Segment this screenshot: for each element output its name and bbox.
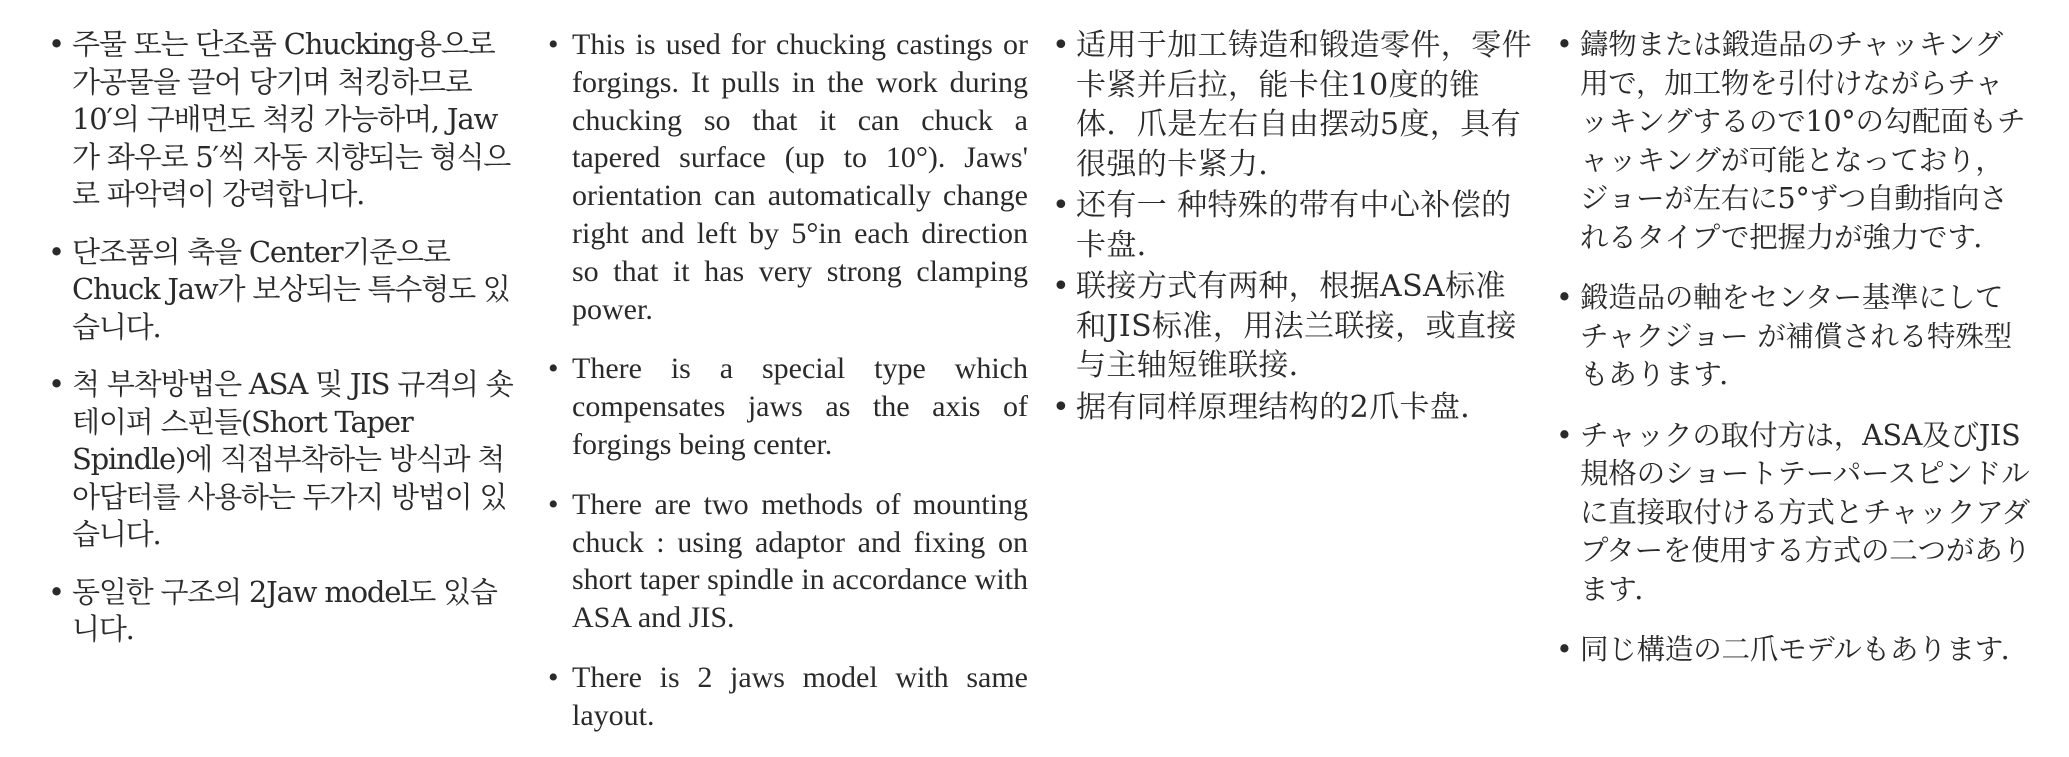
chinese-column	[1052, 26, 1532, 429]
chinese-item-casting-chucking: • 适用于加工铸造和锻造零件，零件卡紧并后拉，能卡住10度的锥体．爪是左右自由摆动5度，具有很强的卡紧力．	[1052, 26, 1532, 184]
japanese-column	[1556, 26, 2031, 692]
chinese-item-2jaw-model: • 据有同样原理结构的2爪卡盘．	[1052, 388, 1532, 428]
korean-item-special-type: • 단조품의 축을 Center기준으로 Chuck Jaw가 보상되는 특수형도 있습니다.	[48, 234, 518, 347]
korean-item-2jaw-model: • 동일한 구조의 2Jaw model도 있습니다.	[48, 574, 518, 649]
english-item-2jaw-model: • There is 2 jaws model with same layout.	[548, 659, 1028, 735]
chinese-item-special-type: • 还有一 种特殊的带有中心补偿的卡盘．	[1052, 186, 1532, 265]
korean-item-mounting-methods: • 척 부착방법은 ASA 및 JIS 규격의 숏 테이퍼 스핀들(Short Taper Spindle)에 직접부착하는 방식과 척 아답터를 사용하는 두가지 방법이 있습니다.	[48, 366, 518, 554]
korean-column	[48, 26, 518, 669]
english-item-special-type: • There is a special type which compensates jaws as the axis of forgings being center.	[548, 350, 1028, 463]
chinese-bullet-list	[1052, 26, 1532, 427]
english-item-mounting-methods: • There are two methods of mounting chuck : using adaptor and fixing on short taper spindle in accordance with ASA and JIS.	[548, 486, 1028, 637]
chinese-item-mounting-methods: • 联接方式有两种，根据ASA标准和JIS标准，用法兰联接，或直接与主轴短锥联接．	[1052, 267, 1532, 386]
japanese-bullet-list	[1556, 26, 2031, 670]
japanese-item-2jaw-model: • 同じ構造の二爪モデルもあります．	[1556, 631, 2031, 670]
japanese-item-mounting-methods: • チャックの取付方は，ASA及びJIS規格のショートテーパースピンドルに直接取付ける方式とチャックアダプターを使用する方式の二つがあります．	[1556, 417, 2031, 610]
english-column	[548, 26, 1028, 757]
japanese-item-special-type: • 鍛造品の軸をセンター基準にしてチャクジョー が補償される特殊型もあります．	[1556, 279, 2031, 395]
korean-item-casting-chucking: • 주물 또는 단조품 Chucking용으로 가공물을 끌어 당기며 척킹하므로 10′의 구배면도 척킹 가능하며, Jaw가 좌우로 5′씩 자동 지향되는 형식으로 파악력이 강력합니다.	[48, 26, 518, 214]
english-bullet-list	[548, 26, 1028, 735]
english-item-casting-chucking: • This is used for chucking castings or forgings. It pulls in the work during chucking so that it can chuck a tapered surface (up to 10°). Jaws' orientation can automatically change right and left by 5°in each direction so that it has very strong clamping power.	[548, 26, 1028, 328]
japanese-item-casting-chucking: • 鑄物または鍛造品のチャッキング用で，加工物を引付けながらチャッキングするので10°の勾配面もチャッキングが可能となっており，ジョーが左右に5°ずつ自動指向されるタイプで把握力が強力です．	[1556, 26, 2031, 257]
korean-bullet-list	[48, 26, 518, 649]
